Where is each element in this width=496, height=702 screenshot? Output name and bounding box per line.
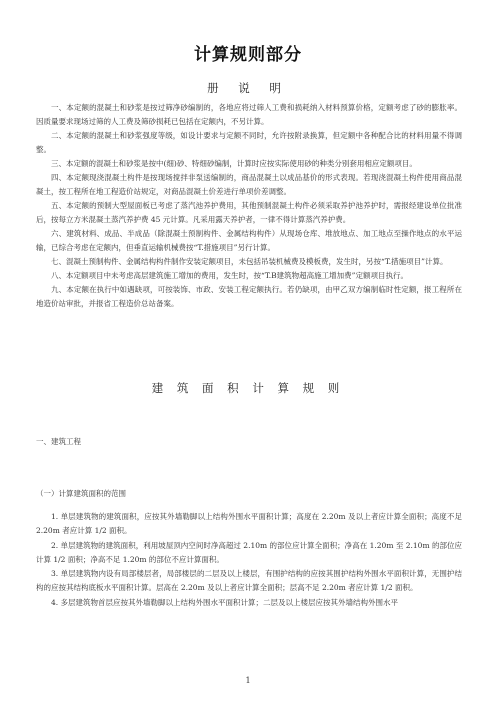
page-number: 1 [245, 676, 251, 685]
page-title: 计算规则部分 [194, 45, 302, 65]
rule-item: 4. 多层建筑物首层应按其外墙勒脚以上结构外围水平面积计算；二层及以上楼层应按其外墙结构外围水平 [51, 597, 399, 607]
section-heading: 建 筑 面 积 计 算 规 则 [151, 381, 345, 395]
rule-item: 2. 单层建筑物的建筑面积，利用坡屋顶内空间时净高超过 2.10m 的部位应计算全面积；净高在 1.20m 至 2.10m 的部位应计算 1/2 面积；净高不足 1.20m 的部位不应计算面积。 [36, 540, 462, 564]
preface-paragraph-1: 一、本定额的混凝土和砂浆是按过筛净砂编制的，各地应将过筛人工费和损耗纳入材料预算价格，定额考虑了砂的膨胀率。因质量要求现场过筛的人工费及筛砂损耗已包括在定额内，不另计算。 [36, 103, 462, 126]
rule-item: 3. 单层建筑物内设有局部楼层者，局部楼层的二层及以上楼层，有围护结构的应按其围护结构外围水平面积计算，无围护结构的应按其结构底板水平面积计算。层高在 2.20m 及以上者应计算全面积；层高不足 2.20m 者应计算 1/2 面积。 [36, 569, 462, 593]
rules-list [36, 510, 462, 610]
section-title: 一、建筑工程 [36, 437, 81, 446]
preface-paragraph-2: 二、本定额的混凝土和砂浆强度等级，如设计要求与定额不同时，允许按附录换算，但定额中各种配合比的材料用量不得调整。 [36, 131, 462, 154]
preface-paragraph-6: 六、建筑材料、成品、半成品（除混凝土预制构件、金属结构构件）从现场仓库、堆放地点、加工地点至操作地点的水平运输，已综合考虑在定额内，但垂直运输机械费按“T.措施项目”另行计算。 [36, 229, 462, 252]
preface-paragraph-4: 四、本定额现浇混凝土构件是按现场搅拌非泵送编制的，商品混凝土以成品基价的形式表现。若现浇混凝土构件使用商品混凝土，按工程所在地工程造价站规定，对商品混凝土价差进行单项价差调整。 [36, 173, 462, 196]
preface-paragraph-5: 五、本定额的预制大型屋面板已考虑了蒸汽池养护费用，其他预制混凝土构件必须采取养护池养护时，需报经建设单位批准后，按每立方米混凝土蒸汽养护费 45 元计算。凡采用露天养护者，一律不得计算蒸汽养护费。 [36, 201, 462, 224]
preface-paragraph-7: 七、混凝土预制构件、金属结构构件制作安装定额项目，未包括吊装机械费及模板费，发生时，另按“T.措施项目”计算。 [51, 257, 448, 266]
subsection-title: （一）计算建筑面积的范围 [36, 489, 126, 498]
preface-paragraph-3: 三、本定额的混凝土和砂浆是按中(细)砂、特细砂编制，计算时应按实际使用砂的种类分别套用相应定额项目。 [51, 159, 417, 168]
preface-paragraph-8: 八、本定额项目中未考虑高层建筑施工增加的费用，发生时，按“T.B建筑物超高施工增加费”定额项目执行。 [51, 271, 408, 280]
rule-item: 1. 单层建筑物的建筑面积，应按其外墙勒脚以上结构外围水平面积计算；高度在 2.20m 及以上者应计算全面积；高度不足 2.20m 者应计算 1/2 面积。 [36, 512, 462, 536]
preface-paragraph-9: 九、本定额在执行中如遇缺项，可按装饰、市政、安装工程定额执行。若仍缺项，由甲乙双方编制临时性定额，报工程所在地造价站审批，并报省工程造价总站备案。 [36, 285, 462, 308]
preface-heading: 册 说 明 [207, 81, 289, 95]
preface-body [36, 101, 462, 311]
